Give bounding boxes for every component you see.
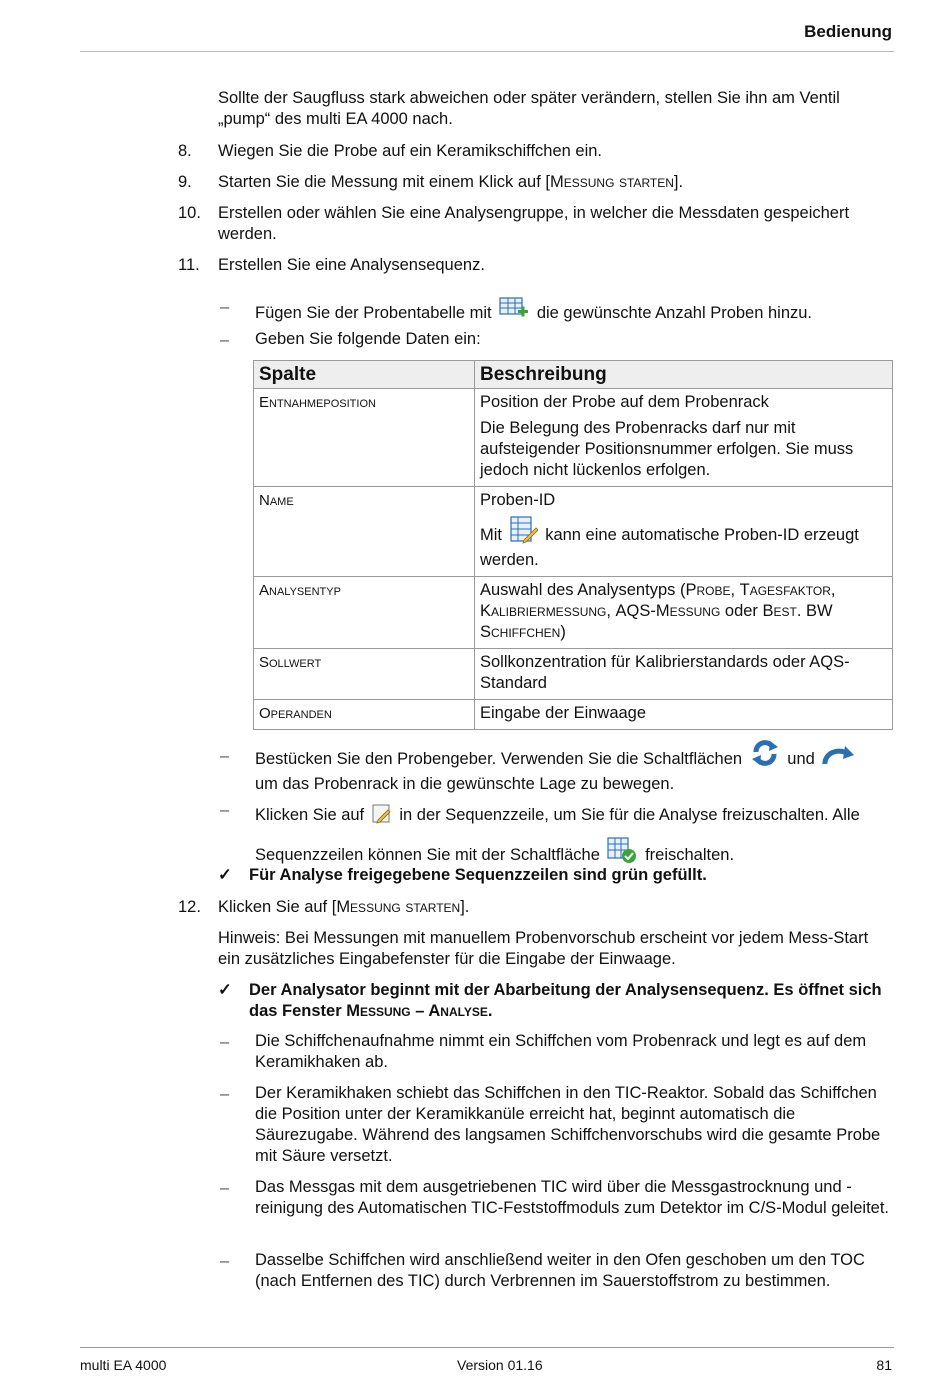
step-8-text: Wiegen Sie die Probe auf ein Keramikschiffchen ein. [218, 142, 602, 160]
column-description-table [253, 360, 893, 730]
bullet-dash: – [220, 747, 230, 765]
footer-version: Version 01.16 [457, 1357, 543, 1373]
description-line: Position der Probe auf dem Probenrack [480, 393, 769, 411]
table-row [254, 389, 893, 487]
auto-sample-id-icon [510, 516, 538, 550]
step-9-pre: Starten Sie die Messung mit einem Klick auf [ [218, 173, 550, 191]
step-12-post: ]. [460, 898, 470, 916]
description-line: Proben-ID [480, 491, 556, 509]
edit-sequence-row-icon [372, 803, 392, 836]
table-cell-column-name: Analysentyp [254, 577, 475, 649]
add-rows-icon [499, 296, 529, 328]
auto-id-post: kann eine automatische Proben-ID erzeugt werden. [480, 526, 859, 569]
add-samples-post: die gewünschte Anzahl Proben hinzu. [536, 304, 813, 322]
result-analysis-pre: Der Analysator beginnt mit der Abarbeitung der Analysensequenz. Es öffnet sich das Fenster [249, 981, 882, 1020]
process-step: Das Messgas mit dem ausgetriebenen TIC wird über die Messgastrocknung und -reinigung des Automatischen TIC-Feststoffmoduls zum Detektor im C/S-Modul geleitet. [255, 1178, 890, 1217]
bullet-dash: – [220, 298, 230, 316]
messung-starten-ref: Messung starten [549, 173, 674, 191]
release-line2-post: freischalten. [645, 846, 735, 864]
bullet-dash: – [220, 1252, 230, 1270]
type-aqs-messung: AQS-Messung [615, 602, 721, 620]
rack-instruction [255, 738, 895, 795]
result-analysis-post: . [487, 1002, 493, 1020]
release-line2-pre: Sequenzzeilen können Sie mit der Schaltfläche [255, 846, 600, 864]
table-cell-column-name: Operanden [254, 700, 475, 730]
footer-divider [80, 1347, 894, 1348]
window-name-ref: Messung – Analyse [346, 1002, 488, 1020]
description-line: Die Belegung des Probenracks darf nur mit aufsteigender Positionsnummer erfolgen. Sie muss jedoch nicht lückenlos erfolgen. [480, 419, 854, 479]
result-analysis-start [249, 980, 889, 1022]
table-row [254, 577, 893, 649]
rack-pre: Bestücken Sie den Probengeber. Verwenden Sie die Schaltflächen [255, 750, 743, 768]
add-samples-pre: Fügen Sie der Probentabelle mit [255, 304, 492, 322]
bullet-dash: – [220, 1085, 230, 1103]
analysentyp-pre: Auswahl des Analysentyps ( [480, 581, 686, 599]
table-cell-description: Sollkonzentration für Kalibrierstandards oder AQS-Standard [475, 649, 893, 700]
table-header-row [254, 361, 893, 389]
type-tagesfaktor: Tagesfaktor [739, 581, 831, 599]
process-step: Die Schiffchenaufnahme nimmt ein Schiffchen vom Probenrack und legt es auf dem Keramikhaken ab. [255, 1032, 867, 1071]
release-pre: Klicken Sie auf [255, 806, 365, 824]
table-cell-description [475, 389, 893, 487]
table-row [254, 700, 893, 730]
bullet-dash: – [220, 1179, 230, 1197]
type-probe: Probe [685, 581, 731, 599]
auto-id-pre: Mit [480, 526, 502, 544]
step-11-text: Erstellen Sie eine Analysensequenz. [218, 256, 485, 274]
step-10-text: Erstellen oder wählen Sie eine Analysengruppe, in welcher die Messdaten gespeichert werden. [218, 204, 850, 243]
table-row [254, 649, 893, 700]
type-best-bw-schiffchen: Best. BW Schiffchen [480, 602, 833, 641]
bullet-dash: – [220, 801, 230, 819]
process-step: Der Keramikhaken schiebt das Schiffchen in den TIC-Reaktor. Sobald das Schiffchen die Position unter der Keramikkanüle erreicht hat, beginnt automatisch die Säurezugabe. Während des langsamen Schiffchenvorschubs wird die gesamte Probe mit Säure versetzt. [255, 1084, 881, 1165]
intro-paragraph: Sollte der Saugfluss stark abweichen oder später verändern, stellen Sie ihn am Ventil „pump“ des multi EA 4000 nach. [218, 89, 840, 128]
add-samples-instruction [255, 296, 812, 328]
note-paragraph: Hinweis: Bei Messungen mit manuellem Probenvorschub erscheint vor jedem Mess-Start ein zusätzliches Eingabefenster für die Eingabe der Einwaage. [218, 929, 869, 968]
messung-starten-ref: Messung starten [336, 898, 461, 916]
analysentyp-or: oder [724, 602, 758, 620]
page-number: 81 [876, 1357, 892, 1373]
step-9-post: ]. [673, 173, 684, 191]
step-number: 9. [178, 173, 192, 191]
check-icon: ✓ [218, 981, 232, 999]
table-cell-column-name: Name [254, 487, 475, 577]
table-header-spalte: Spalte [254, 361, 475, 389]
step-number: 12. [178, 898, 201, 916]
table-header-beschreibung: Beschreibung [475, 361, 893, 389]
rack-and: und [787, 750, 815, 768]
step-12-text [218, 897, 469, 918]
header-divider [80, 51, 894, 52]
analysentyp-close: ) [560, 623, 566, 641]
description-line [480, 516, 887, 571]
process-step: Dasselbe Schiffchen wird anschließend weiter in den Ofen geschoben um den TOC (nach Entfernen des TIC) durch Verbrennen im Sauerstoffstrom zu bestimmen. [255, 1251, 865, 1290]
table-cell-description [475, 487, 893, 577]
check-icon: ✓ [218, 866, 232, 884]
step-9-text [218, 172, 683, 193]
table-cell-description: Eingabe der Einwaage [475, 700, 893, 730]
rack-post: um das Probenrack in die gewünschte Lage zu bewegen. [255, 775, 675, 793]
step-12-pre: Klicken Sie auf [ [218, 898, 337, 916]
step-number: 10. [178, 204, 201, 222]
table-cell-column-name: Sollwert [254, 649, 475, 700]
result-green-rows: Für Analyse freigegebene Sequenzzeilen sind grün gefüllt. [249, 866, 707, 884]
table-row [254, 487, 893, 577]
step-number: 11. [178, 256, 200, 274]
bullet-dash: – [220, 331, 230, 349]
table-cell-column-name: Entnahmeposition [254, 389, 475, 487]
bullet-dash: – [220, 1033, 230, 1051]
move-rack-icon [822, 744, 856, 774]
release-mid: in der Sequenzzeile, um Sie für die Analyse freizuschalten. Alle [399, 806, 860, 824]
type-kalibriermessung: Kalibriermessung [480, 602, 607, 620]
table-cell-description: Auswahl des Analysentyps (Probe, Tagesfaktor, Kalibriermessung, AQS-Messung oder Best. BW Schiffchen) [475, 577, 893, 649]
header-title: Bedienung [804, 22, 892, 41]
footer-product: multi EA 4000 [80, 1357, 167, 1373]
step-number: 8. [178, 142, 192, 160]
rotate-rack-icon [750, 738, 780, 774]
enter-data-instruction: Geben Sie folgende Daten ein: [255, 330, 481, 348]
